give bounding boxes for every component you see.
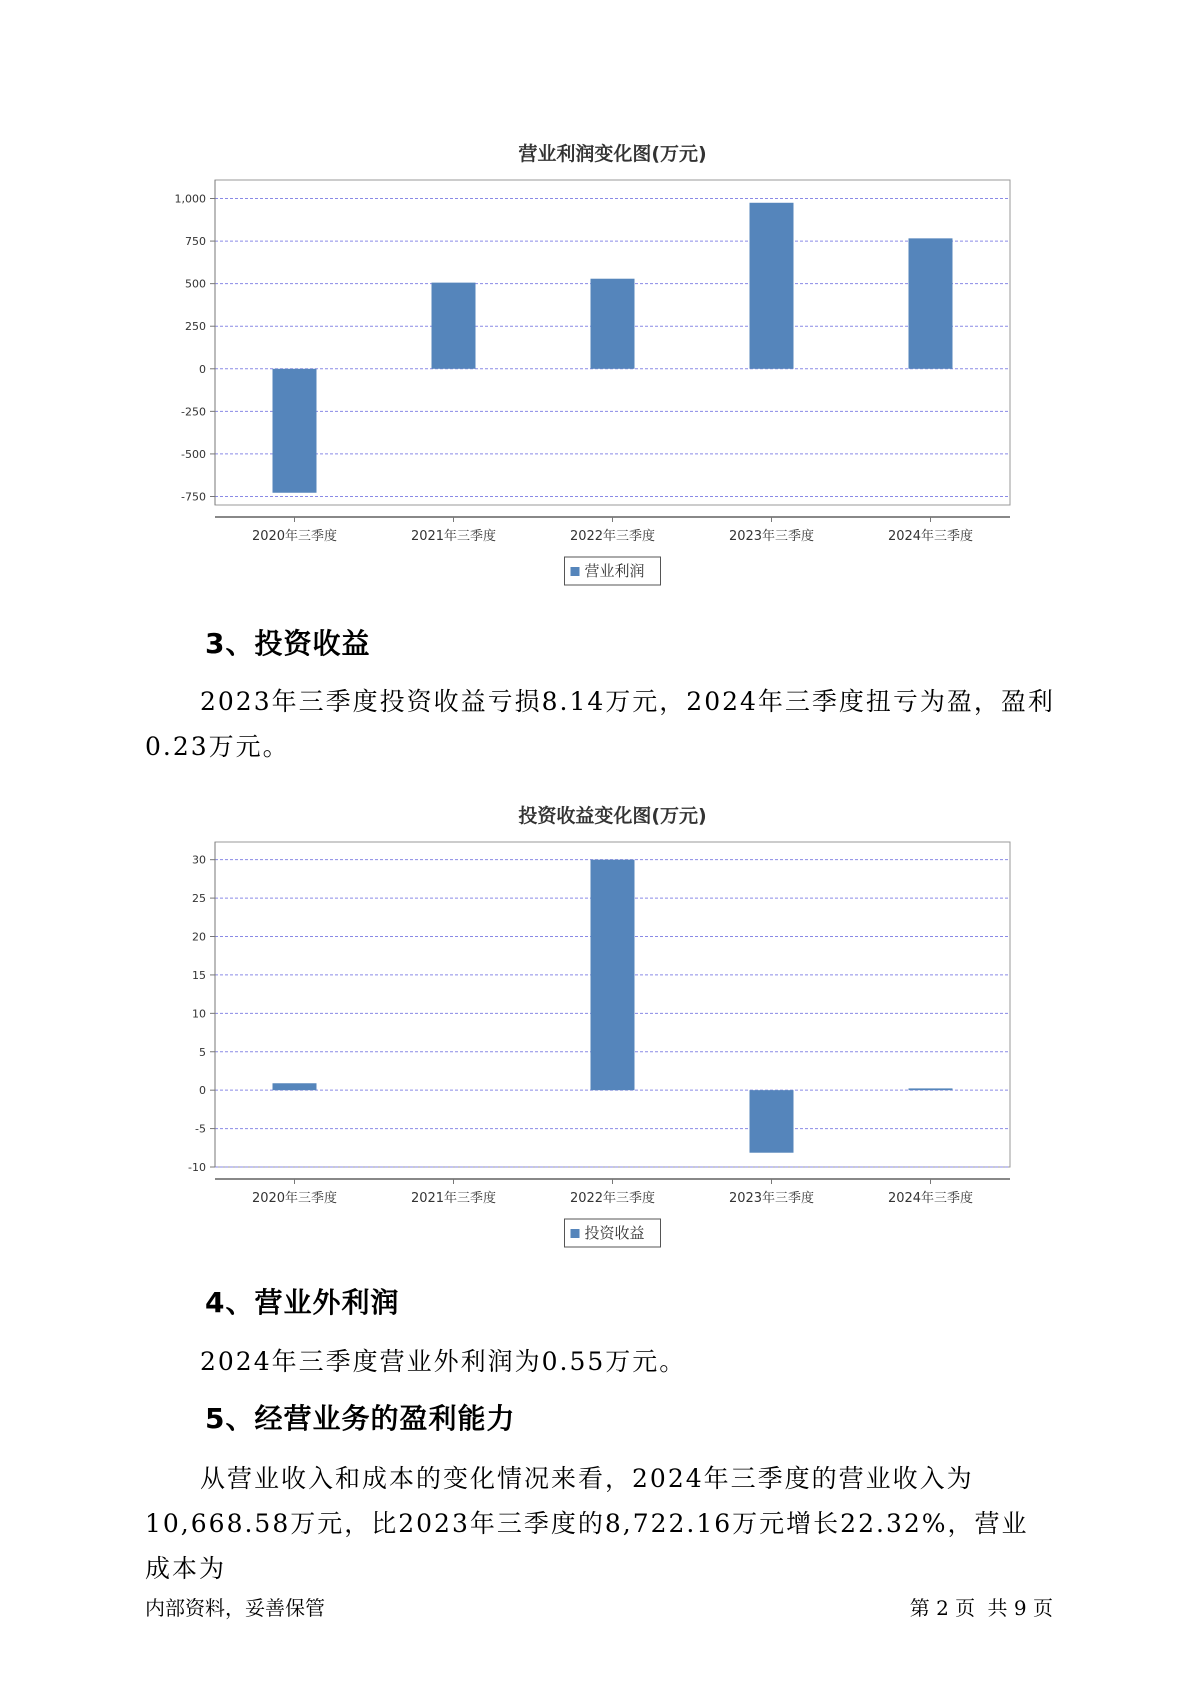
legend-label: 投资收益 [584,1224,645,1242]
y-tick-label: -750 [181,490,206,504]
chart-title: 营业利润变化图(万元) [518,143,707,165]
y-tick-label: 25 [192,892,206,906]
footer-page-info [904,1592,1053,1621]
operating-profit-chart-svg [0,130,1191,600]
x-tick-label: 2020年三季度 [251,1191,338,1206]
y-tick-label: 1,000 [174,192,206,206]
bar [909,238,953,368]
section-3-text: 2023年三季度投资收益亏损8.14万元，2024年三季度扭亏为盈，盈利0.23万元。 [145,687,1055,761]
section-4-heading: 4、营业外利润 [205,1286,400,1319]
section-5-text: 从营业收入和成本的变化情况来看，2024年三季度的营业收入为10,668.58万元，比2023年三季度的8,722.16万元增长22.32%，营业成本为 [145,1464,1029,1583]
y-tick-label: 0 [199,362,206,376]
operating-profit-chart [0,130,1191,600]
y-tick-label: 20 [192,930,206,944]
page-total: 共 9 页 [987,1596,1053,1620]
x-tick-label: 2023年三季度 [728,1191,815,1206]
bar [750,1090,794,1153]
bar [591,860,635,1090]
y-tick-label: 5 [199,1045,206,1059]
legend-swatch [571,567,580,576]
bar [750,203,794,369]
y-tick-label: -250 [181,405,206,419]
legend-label: 营业利润 [584,562,645,580]
x-tick-label: 2020年三季度 [251,529,338,544]
section-3-heading: 3、投资收益 [205,627,371,660]
footer-confidential: 内部资料，妥善保管 [145,1596,325,1620]
bar [591,279,635,369]
investment-income-chart [0,792,1191,1262]
x-tick-label: 2022年三季度 [569,1191,656,1206]
x-tick-label: 2022年三季度 [569,529,656,544]
y-tick-label: 0 [199,1084,206,1098]
x-tick-label: 2021年三季度 [410,1191,497,1206]
y-tick-label: 30 [192,853,206,867]
y-tick-label: -500 [181,447,206,461]
y-tick-label: -5 [195,1122,206,1136]
x-tick-label: 2021年三季度 [410,529,497,544]
bar [909,1088,953,1090]
y-tick-label: 250 [185,320,206,334]
y-tick-label: 750 [185,235,206,249]
y-tick-label: 500 [185,277,206,291]
y-tick-label: 15 [192,968,206,982]
bar [273,1083,317,1090]
section-4-text: 2024年三季度营业外利润为0.55万元。 [200,1347,687,1376]
y-tick-label: 10 [192,1007,206,1021]
bar [432,283,476,369]
x-tick-label: 2024年三季度 [887,1191,974,1206]
page-number: 第 2 页 [909,1596,976,1620]
bar [273,369,317,493]
investment-income-chart-svg [0,792,1191,1262]
x-tick-label: 2023年三季度 [728,529,815,544]
chart-title: 投资收益变化图(万元) [518,805,707,827]
x-tick-label: 2024年三季度 [887,529,974,544]
y-tick-label: -10 [188,1161,206,1174]
legend-swatch [571,1229,580,1238]
section-5-heading: 5、经营业务的盈利能力 [205,1402,516,1435]
